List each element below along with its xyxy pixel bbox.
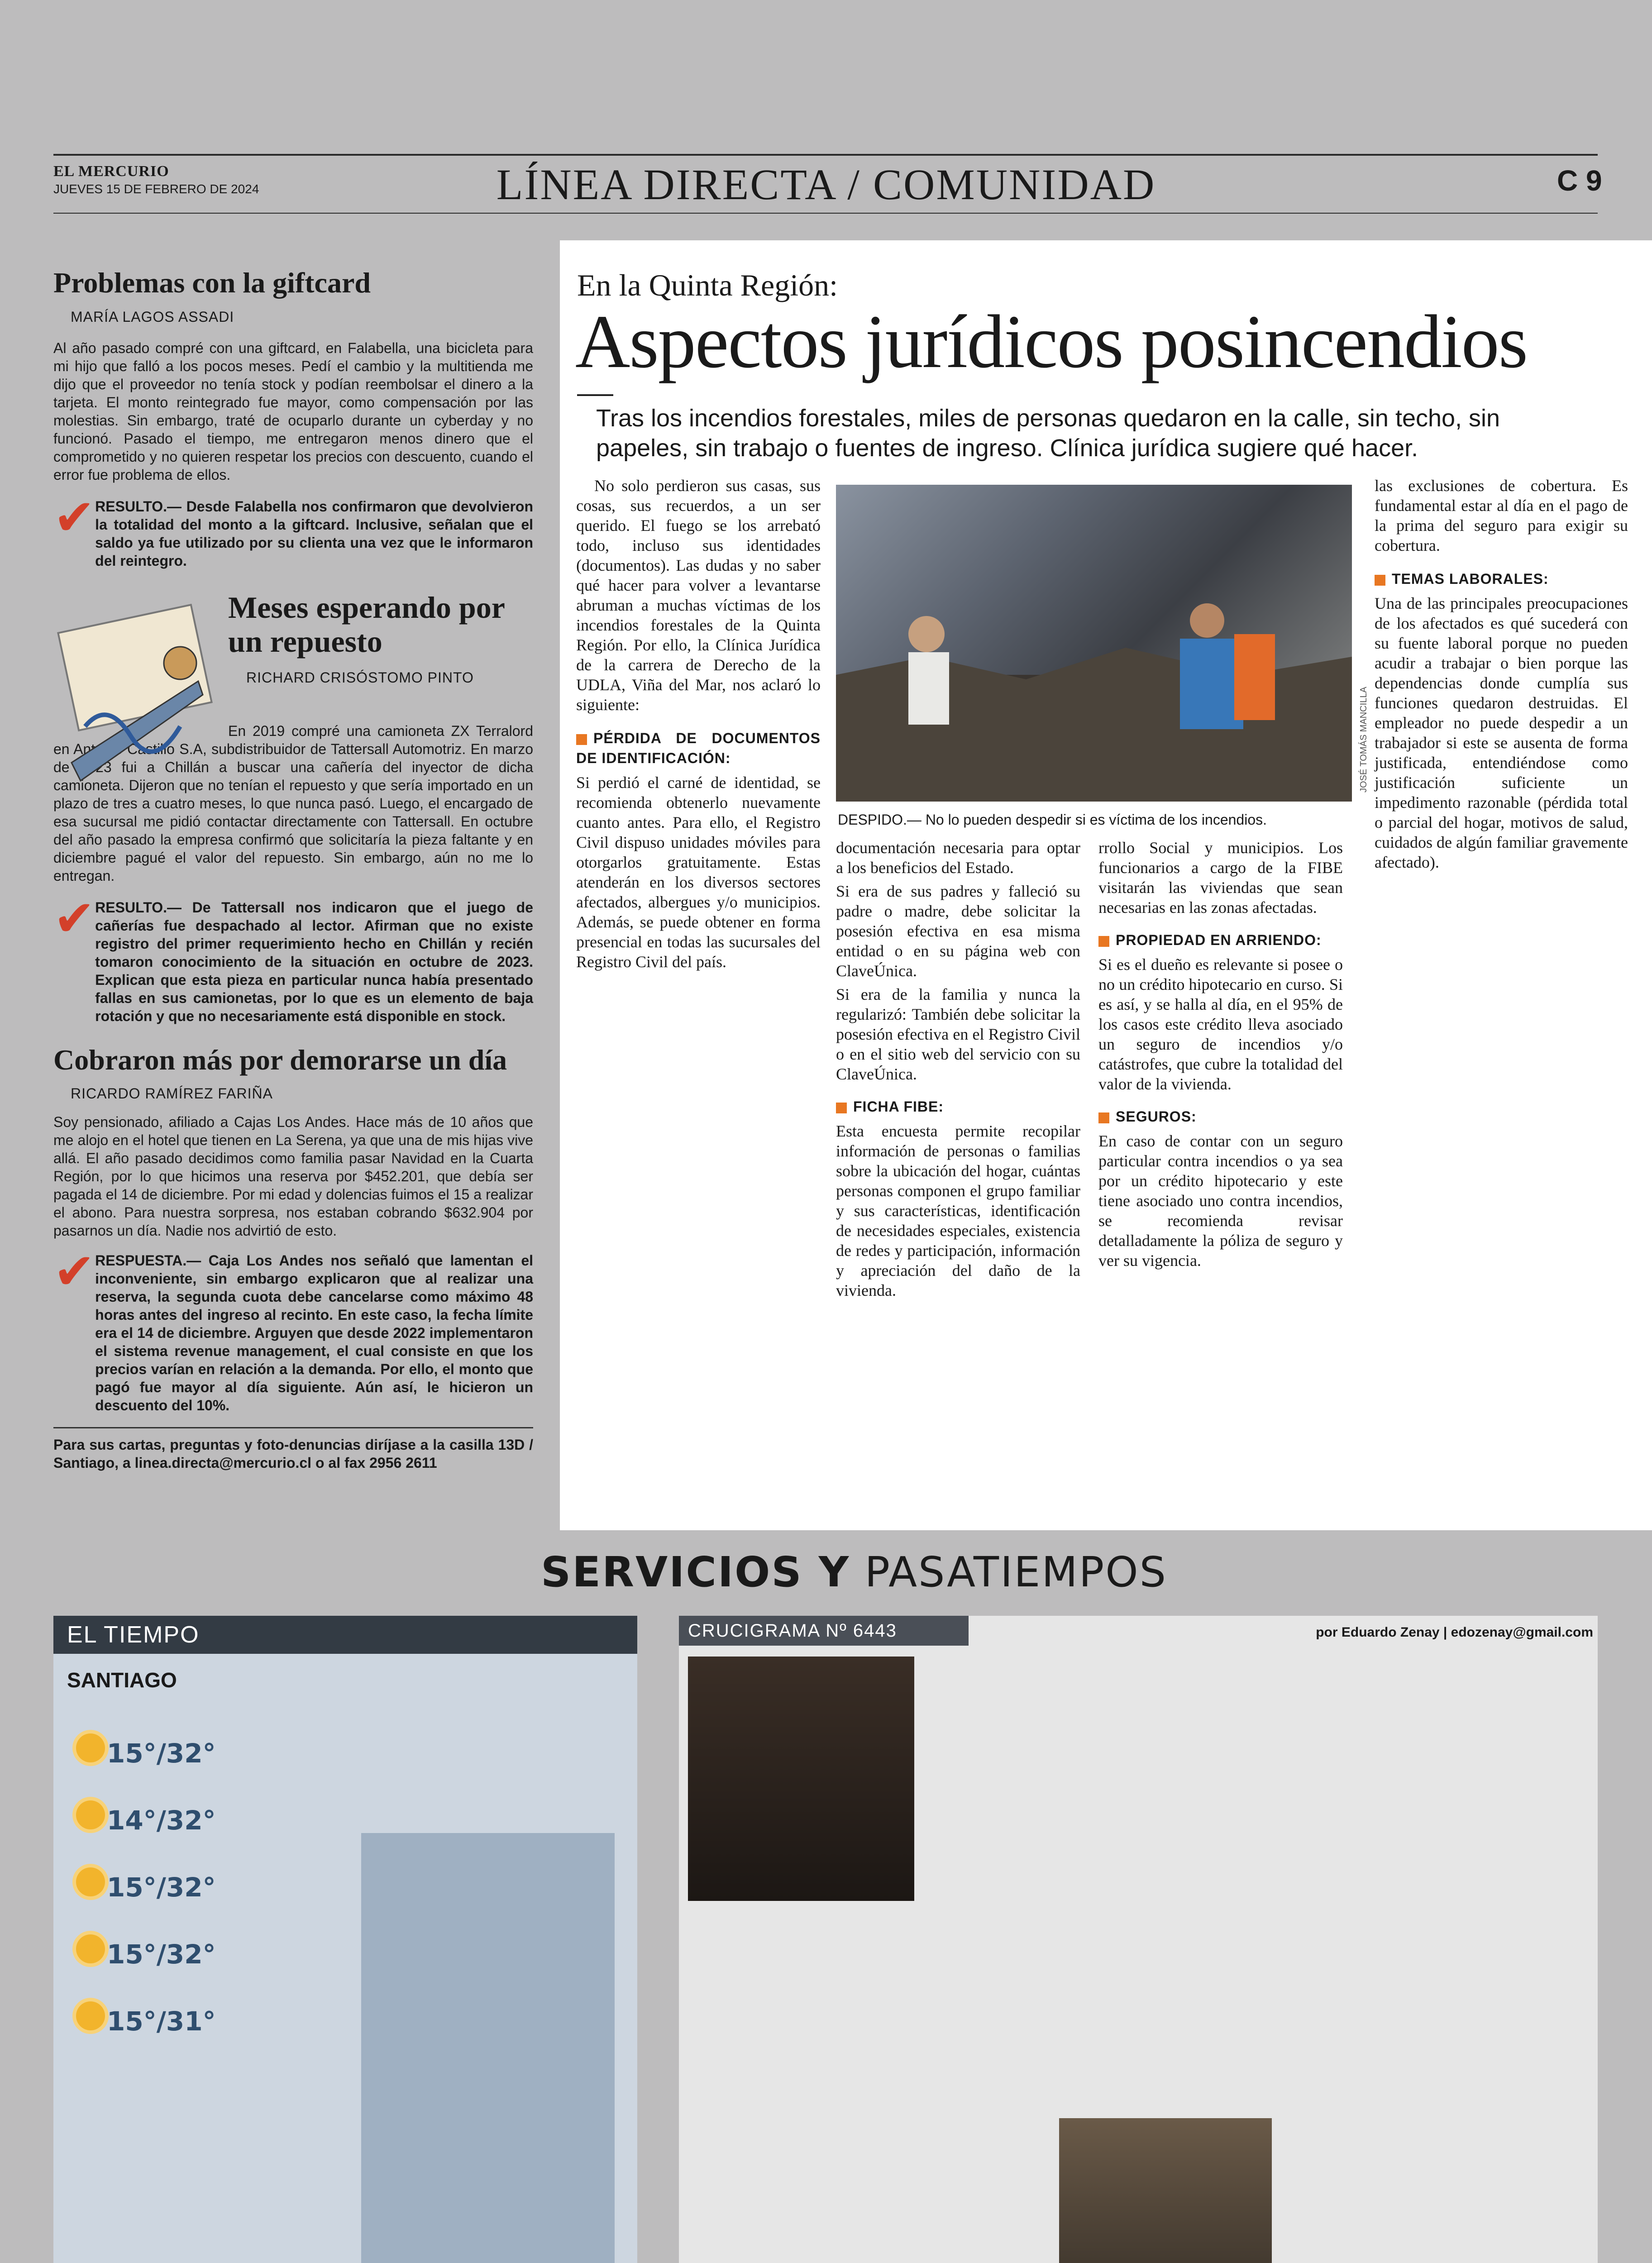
article-kicker: En la Quinta Región: <box>577 268 838 302</box>
fire-victims-photo <box>836 485 1352 802</box>
sun-icon <box>76 1867 105 1896</box>
sun-icon <box>76 1800 105 1829</box>
chile-map <box>361 1833 615 2263</box>
crossword-title: CRUCIGRAMA Nº 6443 <box>679 1616 969 1646</box>
photo-caption: DESPIDO.— No lo pueden despedir si es víctima de los incendios. <box>838 812 1267 828</box>
services-title: SERVICIOS Y PASATIEMPOS <box>541 1548 1168 1596</box>
article-paragraph: Si era de sus padres y falleció su padre o madre, debe solicitar la posesión efectiva en esa misma entidad o en su página web con ClaveÚnica. <box>836 882 1080 980</box>
check-icon: ✔ <box>53 488 95 547</box>
article-paragraph: Si perdió el carné de identidad, se recomienda obtenerlo nuevamente cuanto antes. Para ello, el Registro Civil dispuso unidades móviles para otorgarlos gratuitamente. Estas atenderán en los diversos sectores afectados, albergues y/o municipios. Además, se puede obtener en forma presencial en todas las sucursales del Registro Civil del país. <box>576 773 821 971</box>
bullet-square-icon <box>1098 936 1109 947</box>
letter-reply: RESULTO.— De Tattersall nos indicaron que el juego de cañerías fue despachado al lector. Afirman que no existe registro del primer requerimiento hecho en Chillán y recién tomaron conocimiento de la situación en octubre de 2023. Explican que esta pieza en particular nunca había presentado fallas en sus camionetas, por lo que es un elemento de baja rotación y que no necesariamente está disponible en stock. <box>95 899 533 1025</box>
crossword-author: por Eduardo Zenay | edozenay@gmail.com <box>1316 1625 1593 1640</box>
article-column <box>1375 476 1628 872</box>
bullet-square-icon <box>1098 1112 1109 1123</box>
article-subhead: FICHA FIBE: <box>836 1097 1080 1117</box>
letter-author: RICARDO RAMÍREZ FARIÑA <box>71 1085 273 1102</box>
section-title: LÍNEA DIRECTA / COMUNIDAD <box>496 160 1156 209</box>
letter-body: En 2019 compré una camioneta ZX Terralord en Antonio Castillo S.A, subdistribuidor de Tattersall Automotriz. En marzo de 2023 fui a Chillán a buscar una cañería del inyector de dicha camioneta. Dijeron que no tenían el repuesto y que sería importado en un plazo de tres a cuatro meses, lo que nunca pasó. Luego, el encargado de esa sucursal me pidió contactar directamente con Tattersall. En octubre del año pasado la empresa confirmó que solicitaría la pieza faltante y en diciembre pagué el valor del repuesto. Sin embargo, aún no me lo entregan. <box>53 723 533 884</box>
sun-icon <box>76 1934 105 1963</box>
article-paragraph: No solo perdieron sus casas, sus cosas, sus recuerdos, a un ser querido. El fuego se los arrebató todo, incluso sus identidades (documentos). Las dudas y no saber qué hacer para volver a levantarse abruman a muchas víctimas de los incendios forestales de la Quinta Región. Por ello, la Clínica Jurídica de la carrera de Derecho de la UDLA, Viña del Mar, nos aclaró lo siguiente: <box>576 477 821 714</box>
letter-body: Soy pensionado, afiliado a Cajas Los Andes. Hace más de 10 años que me alojo en el hotel que tienen en La Serena, ya que una de mis hijas vive allá. El año pasado decidimos como familia pasar Navidad en la Cuarta Región, por lo que hicimos una reserva por $452.201, que debía ser pagada el 14 de diciembre. Por mi edad y dolencias fuimos el 15 a realizar el abono. Para nuestra sorpresa, nos estaban cobrando $632.904 por pasarnos un día. Nadie nos advirtió de esto. <box>53 1113 533 1239</box>
crossword-portrait <box>688 1657 914 1901</box>
letter-title: Meses esperando por un repuesto <box>228 590 505 659</box>
article-subhead: TEMAS LABORALES: <box>1375 569 1628 589</box>
article-column <box>836 838 1080 1300</box>
sun-icon <box>76 1733 105 1762</box>
paper-name: EL MERCURIO <box>53 163 169 180</box>
article-subhead: SEGUROS: <box>1098 1107 1343 1127</box>
letter-illustration <box>53 591 216 799</box>
page-number: C 9 <box>1557 164 1602 197</box>
article-paragraph: documentación necesaria para optar a los beneficios del Estado. <box>836 839 1080 877</box>
paper-date: JUEVES 15 DE FEBRERO DE 2024 <box>53 182 259 196</box>
weather-panel: EL TIEMPO SANTIAGO 15°/32° 14°/32° 15°/32° 15°/32° 15°/31° <box>53 1616 637 2263</box>
bullet-square-icon <box>1375 575 1385 586</box>
letter-reply: RESULTO.— Desde Falabella nos confirmaron que devolvieron la totalidad del monto a la giftcard. Inclusive, señalan que el saldo ya fue utilizado por su clienta una vez que le informaron del reintegro. <box>95 498 533 569</box>
article-paragraph: las exclusiones de cobertura. Es fundamental estar al día en el pago de la prima del seguro para exigir su cobertura. <box>1375 477 1628 554</box>
article-column <box>1098 838 1343 1270</box>
sun-icon <box>76 2001 105 2030</box>
photo-credit: JOSÉ TOMÁS MANCILLA <box>1359 687 1369 793</box>
weather-title: EL TIEMPO <box>53 1616 637 1654</box>
letters-column <box>53 267 533 1472</box>
bullet-square-icon <box>576 734 587 745</box>
letter-author: MARÍA LAGOS ASSADI <box>71 309 234 325</box>
letter-author: RICHARD CRISÓSTOMO PINTO <box>246 669 474 686</box>
article-paragraph: rrollo Social y municipios. Los funcionarios a cargo de la FIBE visitarán las viviendas que sean necesarias en las zonas afectadas. <box>1098 839 1343 917</box>
crossword-portrait <box>1059 2118 1272 2263</box>
letter-title: Problemas con la giftcard <box>53 267 371 299</box>
letter-body: Al año pasado compré con una giftcard, en Falabella, una bicicleta para mi hijo que falló a los pocos meses. Pedí el cambio y la multitienda me dijo que el proveedor no tenía stock y podían reembolsar el dinero a la tarjeta. El monto reintegrado fue mayor, como compensación por las molestias. Sin embargo, traté de ocuparlo durante un cyberday y no funcionó. Pasado el tiempo, me entregaron menos dinero que el comprometido y no quieren respetar los precios con descuento, cuando el error fue problema de ellos. <box>53 340 533 483</box>
article-subhead: PÉRDIDA DE DOCUMENTOS DE IDENTIFICACIÓN: <box>576 730 821 766</box>
article-paragraph: Esta encuesta permite recopilar información de personas o familias sobre la ubicación del hogar, cuántas personas componen el grupo familiar y sus características, identificación de necesidades especiales, existencia de redes y participación, información y apreciación del daño de la vivienda. <box>836 1122 1080 1299</box>
letter-title: Cobraron más por demorarse un día <box>53 1044 507 1076</box>
weather-city: SANTIAGO <box>67 1668 177 1692</box>
letters-footer: Para sus cartas, preguntas y foto-denuncias diríjase a la casilla 13D / Santiago, a linea.directa@mercurio.cl o al fax 2956 2611 <box>53 1436 533 1471</box>
article-headline: Aspectos jurídicos posincendios <box>575 300 1528 384</box>
check-icon: ✔ <box>53 1242 95 1300</box>
check-icon: ✔ <box>53 889 95 948</box>
article-deck: Tras los incendios forestales, miles de personas quedaron en la calle, sin techo, sin papeles, sin trabajo o fuentes de ingreso. Clínica jurídica sugiere qué hacer. <box>596 405 1500 462</box>
feature-article <box>560 240 1652 1530</box>
article-subhead: PROPIEDAD EN ARRIENDO: <box>1098 930 1343 950</box>
article-paragraph: Una de las principales preocupaciones de los afectados es qué sucederá con su fuente laboral porque no pueden acudir a trabajar o bien porque las dependencias donde cumplía sus funciones quedaron destruidas. El empleador no puede despedir a un trabajador si este se ausenta de forma justificada, entendiéndose como justificación suficiente un impedimento razonable (pérdida total o parcial del hogar, motivos de salud, cuidados de algún familiar gravemente afectado). <box>1375 594 1628 871</box>
article-paragraph: En caso de contar con un seguro particular contra incendios o ya sea por un crédito hipotecario y este tiene asociado uno contra incendios, se recomienda revisar detalladamente la póliza de seguro y ver su vigencia. <box>1098 1132 1343 1270</box>
article-column <box>576 476 821 972</box>
bullet-square-icon <box>836 1103 847 1113</box>
article-paragraph: Si era de la familia y nunca la regularizó: También debe solicitar la posesión efectiva en el Registro Civil o en el sitio web del servicio con su ClaveÚnica. <box>836 985 1080 1083</box>
article-paragraph: Si es el dueño es relevante si posee o no un crédito hipotecario en curso. Si es así, y se halla al día, en el 95% de los casos este crédito lleva asociado un seguro de incendios y/o catástrofes, que cubre la totalidad del valor de la vivienda. <box>1098 955 1343 1093</box>
crossword-panel <box>679 1616 1598 2263</box>
letter-reply: RESPUESTA.— Caja Los Andes nos señaló que lamentan el inconveniente, sin embargo explicaron que al realizar una reserva, la segunda cuota debe cancelarse como máximo 48 horas antes del ingreso al recinto. En este caso, la fecha límite era el 14 de diciembre. Arguyen que desde 2022 implementaron el sistema revenue management, el cual consiste en que los precios varían en relación a la demanda. Por ello, el monto que pagó fue mayor al día siguiente. Aún así, le hicieron un descuento del 10%. <box>95 1252 533 1413</box>
